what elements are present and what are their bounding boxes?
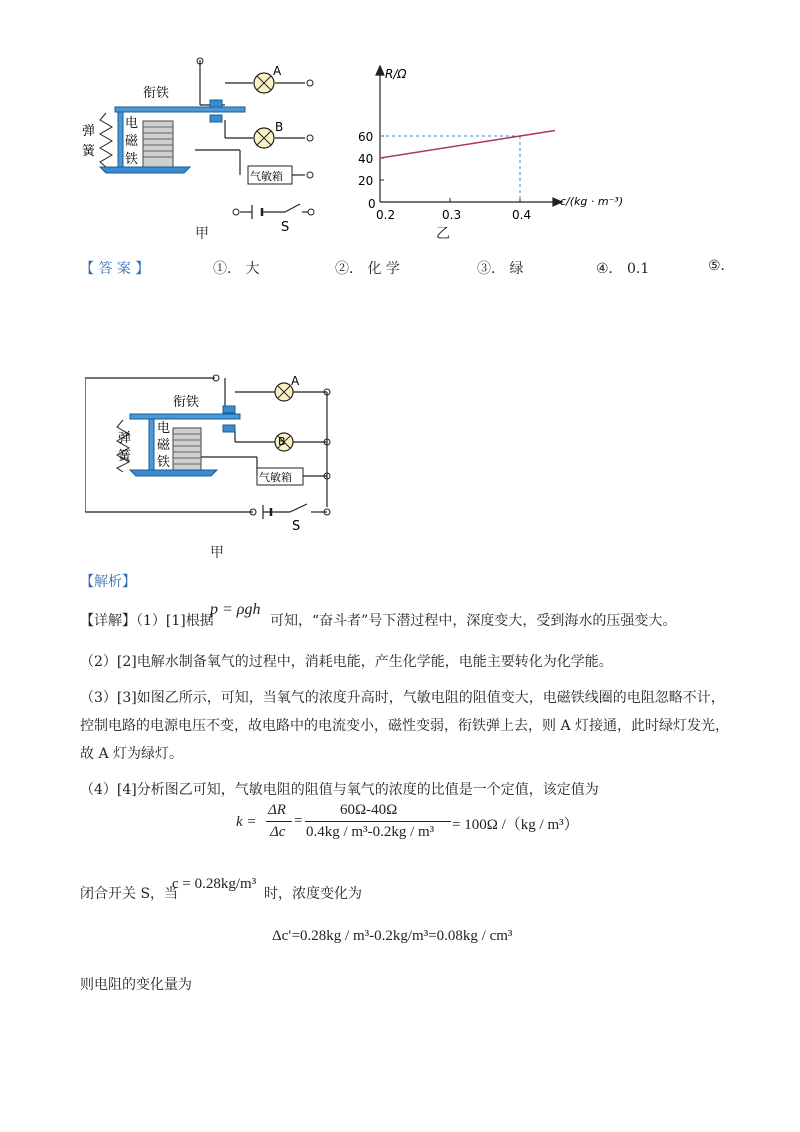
- lamp-a-label: A: [273, 64, 282, 78]
- origin-label: 0: [368, 197, 376, 211]
- formula-1-result: = 100Ω /（kg / m³）: [452, 817, 579, 833]
- y-axis-label: R/Ω: [385, 67, 407, 81]
- formula-1-bar1: [266, 821, 292, 822]
- answer-item-1: ①． 大: [213, 261, 260, 277]
- formula-1-bar2: [305, 821, 451, 822]
- para-5-suffix: 时，浓度变化为: [264, 886, 362, 902]
- answer-item-5: ⑤.: [708, 258, 726, 274]
- formula-1-lhs: k =: [236, 814, 257, 830]
- formula-1-den1: Δc: [270, 824, 286, 840]
- magnet-label-2: 磁: [125, 134, 139, 149]
- electromagnet-icon: [143, 121, 173, 167]
- lamp-a-label-2: A: [291, 374, 300, 388]
- armature-bar: [115, 107, 245, 112]
- answer-item-4: ④． 0.1: [596, 261, 650, 277]
- lamp-b-label: B: [275, 120, 284, 134]
- spring-label-b2: 簧: [118, 449, 132, 464]
- gas-sensor-label: 气敏箱: [250, 170, 283, 183]
- spring-label-b1: 弹: [118, 431, 132, 446]
- formula-1-num1: ΔR: [268, 802, 286, 818]
- fig2-chart-caption: 乙: [436, 226, 450, 242]
- answer-item-3: ③． 绿: [477, 261, 524, 277]
- fig-bottom-caption: 甲: [210, 545, 224, 561]
- para-3-line-2: 控制电路的电源电压不变，故电路中的电流变小，磁性变弱，衔铁弹上去，则 A 灯接通，此时绿灯发光，: [80, 718, 730, 734]
- analysis-heading: 【解析】: [80, 574, 136, 590]
- magnet-label-1: 电: [125, 116, 139, 131]
- para-5-formula: c = 0.28kg/m³: [172, 876, 257, 892]
- magnet-label-b3: 铁: [157, 455, 171, 470]
- y-tick-label: 20: [358, 174, 374, 188]
- formula-1-eq: =: [294, 813, 303, 829]
- relay-circuit-diagram: [80, 55, 340, 245]
- para-1-formula: p = ρgh: [210, 601, 261, 618]
- para-1-prefix: 【详解】（1）[1]根据: [80, 613, 214, 629]
- formula-1-den2: 0.4kg / m³-0.2kg / m³: [306, 824, 435, 840]
- lamp-b-label-2: B: [278, 435, 286, 448]
- resistance-concentration-chart: [350, 62, 650, 242]
- switch-label-2: S: [292, 519, 301, 534]
- relay-circuit-diagram-wired: [85, 372, 345, 542]
- gas-sensor-label-2: 气敏箱: [259, 471, 292, 484]
- para-4: （4）[4]分析图乙可知，气敏电阻的阻值与氧气的浓度的比值是一个定值，该定值为: [80, 782, 599, 798]
- series-line: [380, 131, 555, 159]
- y-tick-label: 40: [358, 152, 374, 166]
- magnet-label-b2: 磁: [157, 438, 171, 453]
- formula-2: Δc′=0.28kg / m³-0.2kg/m³=0.08kg / cm³: [272, 928, 513, 944]
- x-tick-label: 0.3: [442, 208, 462, 222]
- para-2: （2）[2]电解水制备氧气的过程中，消耗电能，产生化学能，电能主要转化为化学能。: [80, 654, 613, 670]
- y-tick-label: 60: [358, 130, 374, 144]
- para-5-prefix: 闭合开关 S，当: [80, 886, 179, 902]
- para-1-suffix: 可知，“奋斗者”号下潜过程中，深度变大，受到海水的压强变大。: [270, 613, 677, 629]
- x-tick-label: 0.4: [512, 208, 532, 222]
- fig1-caption: 甲: [195, 226, 209, 242]
- lamp-b-icon: [254, 128, 274, 148]
- formula-1-num2: 60Ω-40Ω: [340, 802, 398, 818]
- lamp-a-icon: [254, 73, 274, 93]
- answer-item-2: ②． 化 学: [335, 261, 400, 277]
- answer-label: 【 答 案 】: [80, 261, 150, 277]
- para-3-line-3: 故 A 灯为绿灯。: [80, 746, 184, 762]
- x-tick-label: 0.2: [376, 208, 396, 222]
- y-axis-arrow: [376, 66, 384, 75]
- armature-label: 衔铁: [143, 86, 170, 101]
- armature-label-2: 衔铁: [173, 395, 200, 410]
- spring-label-2: 簧: [82, 144, 96, 159]
- magnet-label-b1: 电: [157, 421, 171, 436]
- spring-icon: [100, 113, 112, 167]
- switch-label: S: [281, 220, 290, 235]
- x-axis-label: c/(kg · m⁻³): [560, 195, 624, 208]
- magnet-label-3: 铁: [125, 152, 139, 167]
- spring-label-1: 弹: [82, 124, 96, 139]
- para-3-line-1: （3）[3]如图乙所示，可知，当氧气的浓度升高时，气敏电阻的阻值变大，电磁铁线圈的电阻忽略不计，: [80, 690, 725, 706]
- para-6: 则电阻的变化量为: [80, 977, 192, 993]
